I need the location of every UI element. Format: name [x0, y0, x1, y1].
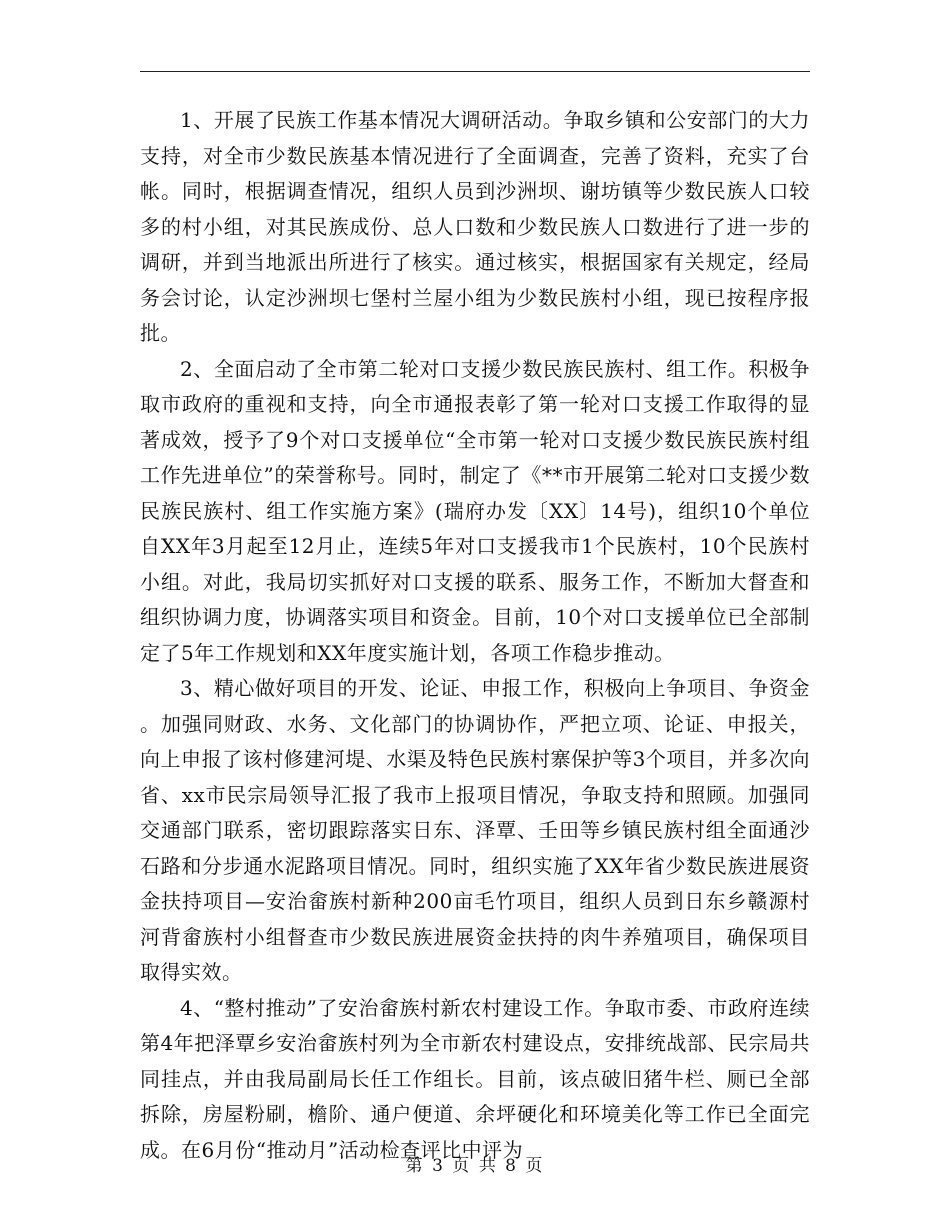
paragraph-1: 1、开展了民族工作基本情况大调研活动。争取乡镇和公安部门的大力支持，对全市少数民族基本情况进行了全面调查，完善了资料，充实了台帐。同时，根据调查情况，组织人员到沙洲坝、谢坊镇等少数民族人口较多的村小组，对其民族成份、总人口数和少数民族人口数进行了进一步的调研，并到当地派出所进行了核实。通过核实，根据国家有关规定，经局务会讨论，认定沙洲坝七堡村兰屋小组为少数民族村小组，现已按程序报批。	[140, 108, 810, 345]
paragraph-3: 3、精心做好项目的开发、论证、申报工作，积极向上争项目、争资金。加强同财政、水务、文化部门的协调协作，严把立项、论证、申报关，向上申报了该村修建河堤、水渠及特色民族村寨保护等3个项目，并多次向省、xx市民宗局领导汇报了我市上报项目情况，争取支持和照顾。加强同交通部门联系，密切跟踪落实日东、泽覃、壬田等乡镇民族村组全面通沙石路和分步通水泥路项目情况。同时，组织实施了XX年省少数民族进展资金扶持项目—安治畲族村新种200亩毛竹项目，组织人员到日东乡赣源村河背畲族村小组督查市少数民族进展资金扶持的肉牛养殖项目，确保项目取得实效。	[140, 676, 810, 984]
page-footer: 第 3 页 共 8 页	[405, 1156, 545, 1176]
document-body	[140, 103, 810, 1168]
paragraph-4: 4、“整村推动”了安治畲族村新农村建设工作。争取市委、市政府连续第4年把泽覃乡安治畲族村列为全市新农村建设点，安排统战部、民宗局共同挂点，并由我局副局长任工作组长。目前，该点破旧猪牛栏、厕已全部拆除，房屋粉刷，檐阶、通户便道、余坪硬化和环境美化等工作已全面完成。在6月份“推动月”活动检查评比中评为	[140, 995, 810, 1162]
header-rule	[140, 71, 810, 72]
paragraph-2: 2、全面启动了全市第二轮对口支援少数民族民族村、组工作。积极争取市政府的重视和支持，向全市通报表彰了第一轮对口支援工作取得的显著成效，授予了9个对口支援单位“全市第一轮对口支援少数民族民族村组工作先进单位”的荣誉称号。同时，制定了《**市开展第二轮对口支援少数民族民族村、组工作实施方案》(瑞府办发〔XX〕14号)，组织10个单位自XX年3月起至12月止，连续5年对口支援我市1个民族村，10个民族村小组。对此，我局切实抓好对口支援的联系、服务工作，不断加大督查和组织协调力度，协调落实项目和资金。目前，10个对口支援单位已全部制定了5年工作规划和XX年度实施计划，各项工作稳步推动。	[140, 356, 810, 665]
